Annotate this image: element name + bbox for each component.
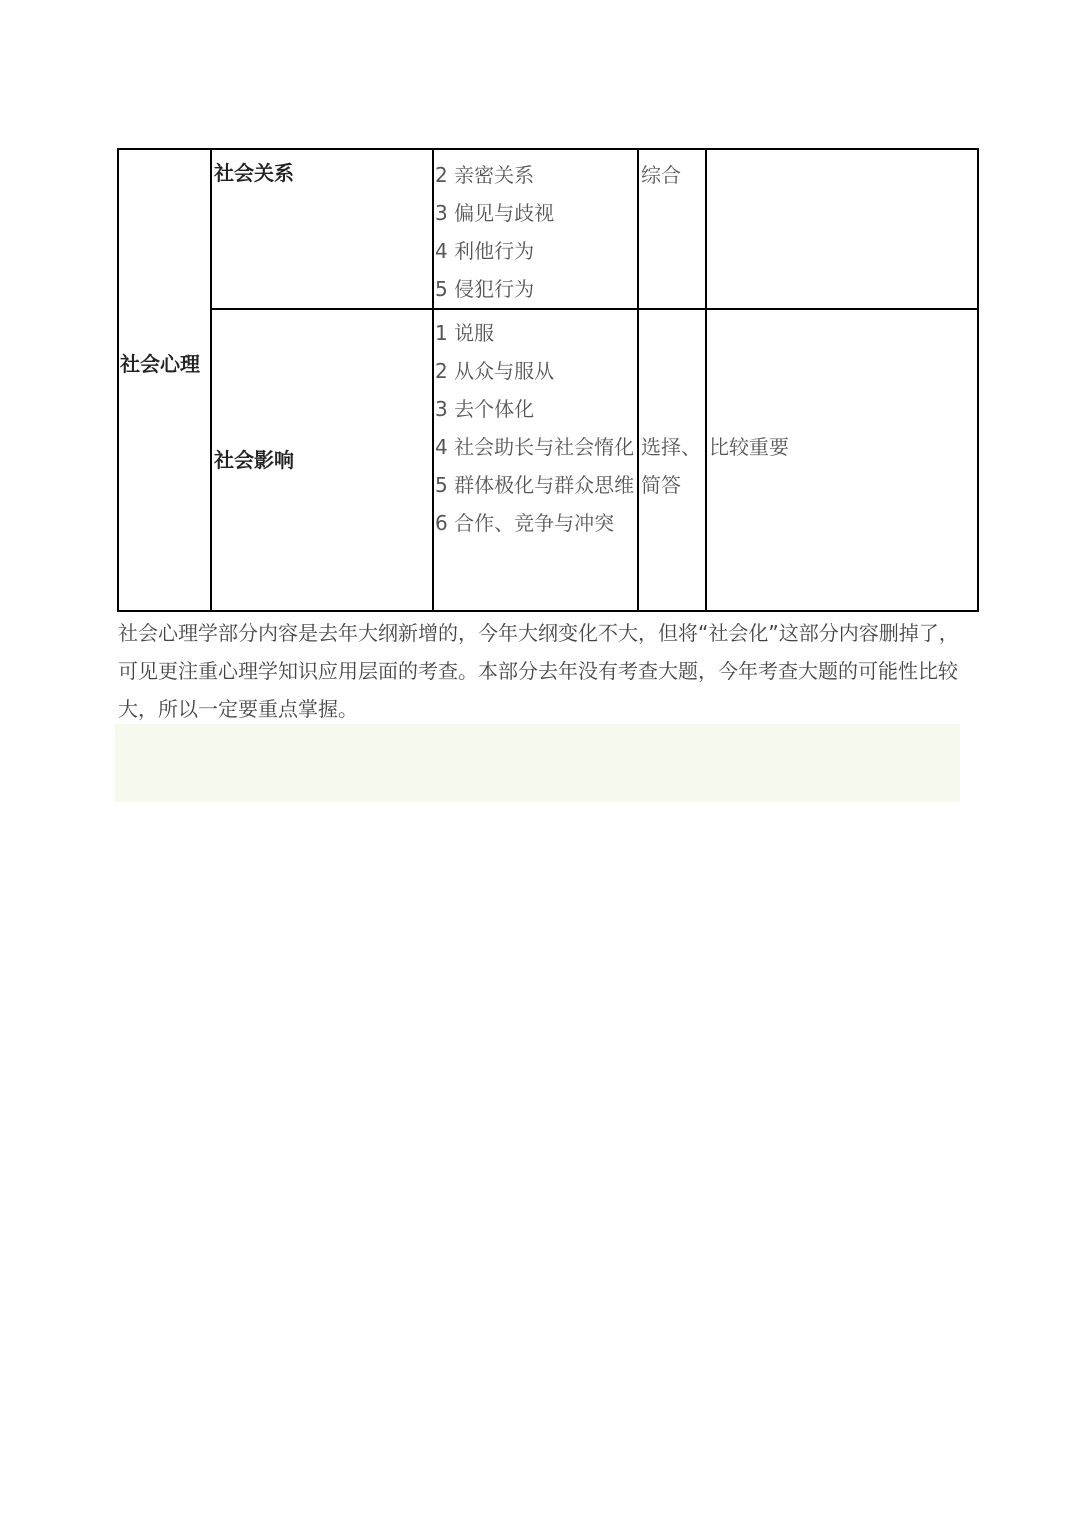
section-cell: 社会影响 [211,309,433,611]
topics-cell [433,309,638,611]
importance-cell: 比较重要 [706,309,978,611]
question-type-cell: 选择、简答 [638,309,706,611]
topic-item: 3 去个体化 [435,397,535,421]
topics-cell [433,149,638,309]
topic-item: 1 说服 [435,321,495,345]
topic-item: 5 侵犯行为 [435,277,535,301]
syllabus-table [117,148,979,612]
topic-item: 4 利他行为 [435,239,535,263]
topic-item: 4 社会助长与社会惰化 [435,435,635,459]
section-cell: 社会关系 [211,149,433,309]
question-type-cell: 综合 [638,149,706,309]
topic-item: 2 从众与服从 [435,359,555,383]
commentary-paragraph: 社会心理学部分内容是去年大纲新增的，今年大纲变化不大，但将“社会化”这部分内容删掉了，可见更注重心理学知识应用层面的考查。本部分去年没有考查大题，今年考查大题的可能性比较大，所以一定要重点掌握。 [118,621,959,721]
topic-item: 5 群体极化与群众思维 [435,473,635,497]
importance-cell [706,149,978,309]
table-row [118,149,978,309]
topic-item: 2 亲密关系 [435,163,535,187]
module-cell: 社会心理 [118,149,211,611]
topic-item: 6 合作、竞争与冲突 [435,511,615,535]
highlight-box [115,724,960,802]
topic-item: 3 偏见与歧视 [435,201,555,225]
table-row [118,309,978,611]
